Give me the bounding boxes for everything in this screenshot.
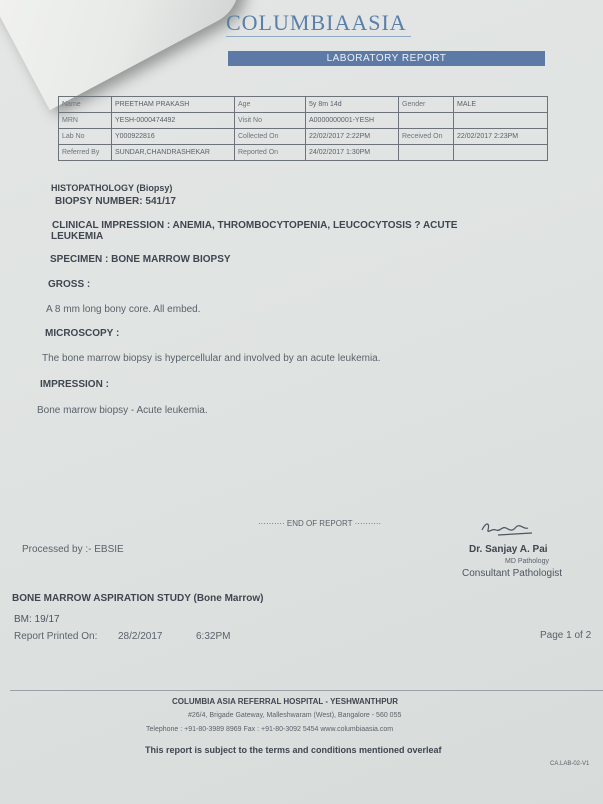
printed-label: Report Printed On: xyxy=(14,631,98,642)
doctor-name: Dr. Sanjay A. Pai xyxy=(469,544,548,555)
mrn-label: MRN xyxy=(59,113,112,129)
referred-label: Referred By xyxy=(59,145,112,161)
impression-text: Bone marrow biopsy - Acute leukemia. xyxy=(37,405,208,416)
report-title: LABORATORY REPORT xyxy=(228,51,545,66)
empty-cell xyxy=(399,145,454,161)
clinical-impression-cont: LEUKEMIA xyxy=(51,231,104,242)
gross-text: A 8 mm long bony core. All embed. xyxy=(46,304,201,315)
visit-number: A0000000001-YESH xyxy=(306,113,399,129)
collected-on: 22/02/2017 2:22PM xyxy=(306,129,399,145)
empty-cell xyxy=(454,145,548,161)
microscopy-heading: MICROSCOPY : xyxy=(45,328,120,339)
reported-on: 24/02/2017 1:30PM xyxy=(306,145,399,161)
bm-number: BM: 19/17 xyxy=(14,614,60,625)
table-row xyxy=(59,97,548,113)
table-row xyxy=(59,129,548,145)
name-label: Name xyxy=(59,97,112,113)
section-title: HISTOPATHOLOGY (Biopsy) xyxy=(51,183,173,193)
aspiration-title: BONE MARROW ASPIRATION STUDY (Bone Marrow) xyxy=(12,593,264,604)
microscopy-text: The bone marrow biopsy is hypercellular and involved by an acute leukemia. xyxy=(42,353,381,364)
reported-label: Reported On xyxy=(235,145,306,161)
patient-gender: MALE xyxy=(454,97,548,113)
page-number: Page 1 of 2 xyxy=(540,630,592,641)
table-row xyxy=(59,113,548,129)
printed-date: 28/2/2017 xyxy=(118,631,163,642)
signature-icon xyxy=(478,518,536,538)
lab-label: Lab No xyxy=(59,129,112,145)
footer-address: #26/4, Brigade Gateway, Malleshwaram (West), Bangalore - 560 055 xyxy=(188,712,402,719)
end-of-report: ·········· END OF REPORT ·········· xyxy=(258,519,382,528)
folded-previous-page xyxy=(0,0,253,110)
empty-cell xyxy=(454,113,548,129)
patient-mrn: YESH-0000474492 xyxy=(112,113,235,129)
logo-underline xyxy=(226,36,411,37)
received-label: Received On xyxy=(399,129,454,145)
age-label: Age xyxy=(235,97,306,113)
clinical-impression: CLINICAL IMPRESSION : ANEMIA, THROMBOCYTOPENIA, LEUCOCYTOSIS ? ACUTE xyxy=(52,220,458,231)
processed-by: Processed by :- EBSIE xyxy=(22,544,124,555)
received-on: 22/02/2017 2:23PM xyxy=(454,129,548,145)
form-code: CA.LAB-02-V1 xyxy=(550,761,590,767)
patient-info-table xyxy=(58,96,548,161)
referred-by: SUNDAR,CHANDRASHEKAR xyxy=(112,145,235,161)
footer-terms: This report is subject to the terms and conditions mentioned overleaf xyxy=(145,745,442,755)
doctor-role: Consultant Pathologist xyxy=(462,568,563,579)
biopsy-number: BIOPSY NUMBER: 541/17 xyxy=(55,196,176,207)
printed-time: 6:32PM xyxy=(196,631,231,642)
patient-name: PREETHAM PRAKASH xyxy=(112,97,235,113)
table-row xyxy=(59,145,548,161)
patient-age: 5y 8m 14d xyxy=(306,97,399,113)
hospital-logo: COLUMBIAASIA xyxy=(226,10,407,35)
footer-hospital: COLUMBIA ASIA REFERRAL HOSPITAL - YESHWANTHPUR xyxy=(172,697,399,706)
gender-label: Gender xyxy=(399,97,454,113)
footer-contact: Telephone : +91-80-3989 8969 Fax : +91-80-3092 5454 www.columbiaasia.com xyxy=(146,726,394,733)
collected-label: Collected On xyxy=(235,129,306,145)
doctor-degree: MD Pathology xyxy=(505,558,549,565)
footer-divider xyxy=(10,690,603,691)
specimen: SPECIMEN : BONE MARROW BIOPSY xyxy=(50,254,231,265)
visit-label: Visit No xyxy=(235,113,306,129)
gross-heading: GROSS : xyxy=(48,279,91,290)
impression-heading: IMPRESSION : xyxy=(40,379,109,390)
empty-cell xyxy=(399,113,454,129)
lab-number: Y000922816 xyxy=(112,129,235,145)
